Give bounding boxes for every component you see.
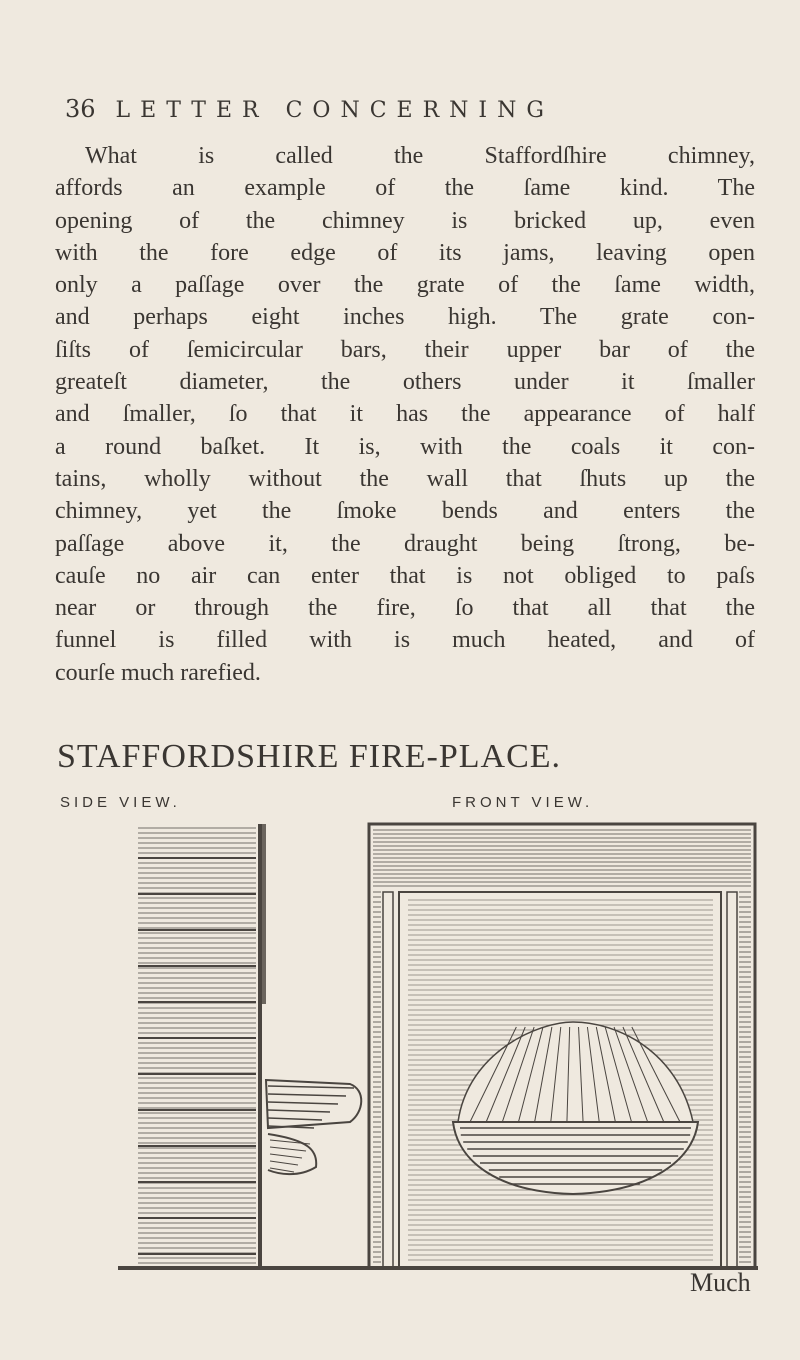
text-line: cauſe no air can enter that is not obliged to paſs [55,562,755,589]
text-line: opening of the chimney is bricked up, even [55,207,755,234]
running-header [65,95,554,123]
side-view-label: SIDE VIEW. [60,794,181,811]
text-line: affords an example of the ſame kind. The [55,175,755,202]
front-view-drawing [369,824,755,1268]
running-title: LETTER CONCERNING [115,98,554,123]
text-line: paſſage above it, the draught being ſtrong, be- [55,530,755,557]
text-line: and ſmaller, ſo that it has the appearance of half [55,401,755,428]
text-line: and perhaps eight inches high. The grate con- [55,304,755,331]
text-line: courſe much rarefied. [55,659,261,686]
text-line: ſiſts of ſemicircular bars, their upper bar of the [55,336,755,363]
text-line: chimney, yet the ſmoke bends and enters the [55,498,755,525]
catchword: Much [690,1268,751,1297]
text-line: What is called the Staffordſhire chimney, [85,143,755,169]
text-line: funnel is filled with is much heated, and of [55,627,755,654]
text-line: a round baſket. It is, with the coals it con- [55,433,755,460]
text-line: greateſt diameter, the others under it ſmaller [55,369,755,396]
text-line: only a paſſage over the grate of the ſame width, [55,272,755,299]
front-view-label: FRONT VIEW. [452,794,594,811]
page-number: 36 [65,95,96,123]
side-view-drawing [138,824,361,1268]
side-grate-bars [266,1080,361,1174]
text-line: near or through the fire, ſo that all that the [55,595,755,622]
figure-title: STAFFORDSHIRE FIRE-PLACE. [57,738,562,775]
fireplace-engraving [118,822,758,1272]
text-line: tains, wholly without the wall that ſhuts up the [55,465,755,492]
body-paragraph [55,140,755,689]
text-line: with the fore edge of its jams, leaving open [55,239,755,266]
